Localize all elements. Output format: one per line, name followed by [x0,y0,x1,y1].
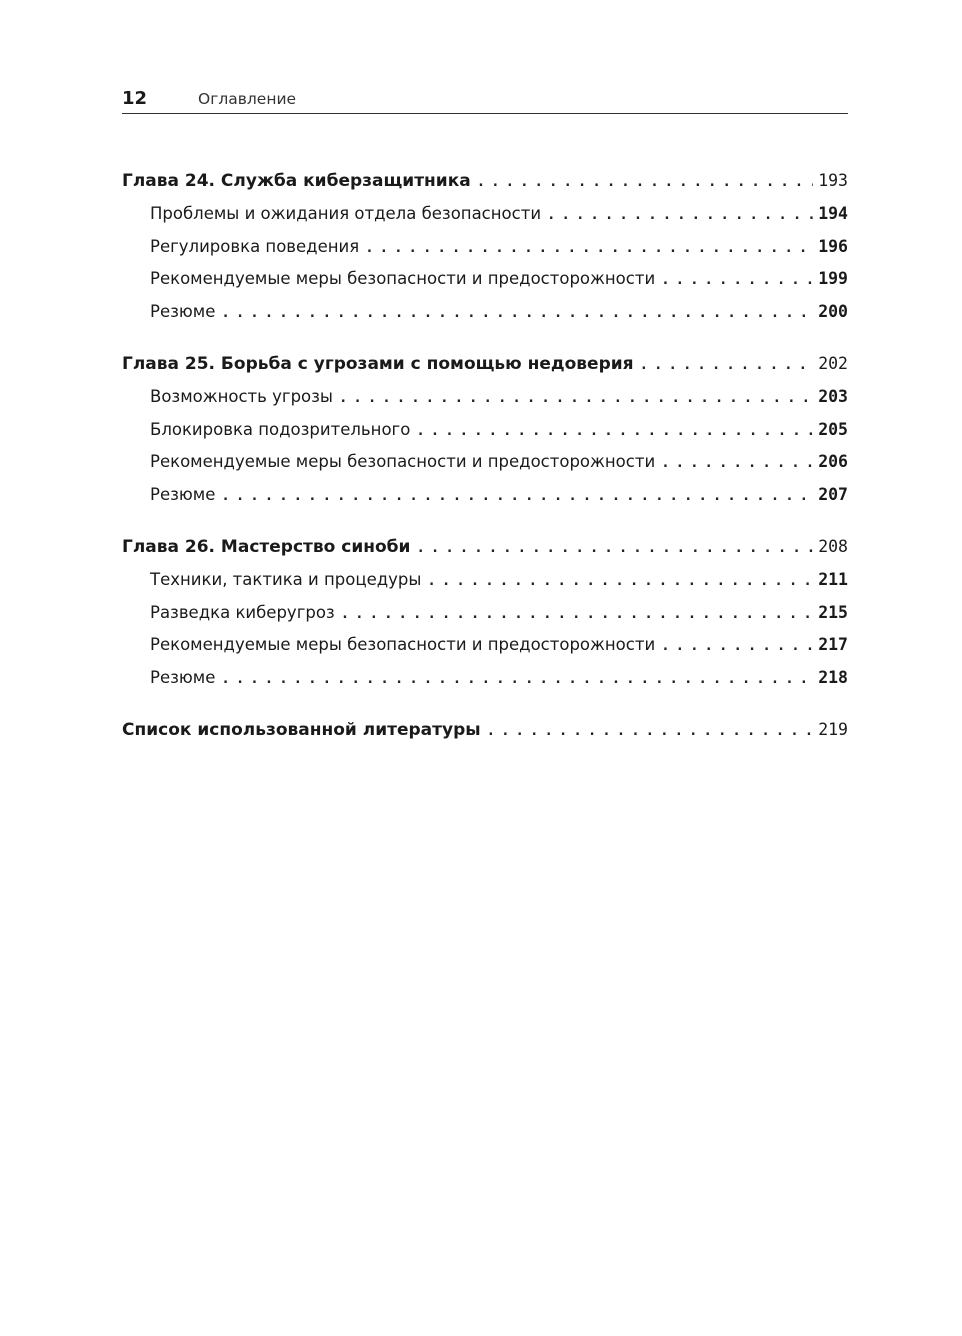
section-page: 218 [818,667,848,687]
section-title: Разведка киберугроз [150,602,335,622]
toc-section-row[interactable] [122,231,848,264]
toc-section-row[interactable] [122,662,848,695]
book-page [122,82,848,766]
toc-section-row[interactable] [122,381,848,414]
toc-section-row[interactable] [122,597,848,630]
section-title: Резюме [150,484,216,504]
chapter-page: 219 [818,720,848,739]
dot-leader [416,415,813,448]
section-page: 196 [818,236,848,256]
chapter-page: 208 [818,537,848,556]
toc-chapter-row[interactable] [122,713,848,747]
toc-section-row[interactable] [122,564,848,597]
section-page: 207 [818,484,848,504]
section-page: 211 [818,570,848,589]
section-title: Резюме [150,301,216,321]
dot-leader [221,663,813,696]
dot-leader [547,199,813,232]
chapter-title: Глава 25. Борьба с угрозами с помощью недоверия [122,354,634,374]
toc-chapter-24 [122,164,848,328]
section-page: 200 [818,301,848,321]
dot-leader [477,165,813,199]
dot-leader [221,297,813,330]
chapter-page: 202 [818,354,848,373]
toc-chapter-25 [122,347,848,511]
section-page: 206 [818,452,848,471]
dot-leader [640,348,814,382]
toc-chapter-row[interactable] [122,164,848,198]
toc-chapter-row[interactable] [122,530,848,564]
dot-leader [341,598,813,631]
dot-leader [661,447,813,480]
section-title: Блокировка подозрительного [150,419,411,439]
section-title: Регулировка поведения [150,236,360,256]
chapter-page: 193 [818,171,848,190]
section-page: 205 [818,419,848,439]
dot-leader [427,565,813,598]
toc-section-row[interactable] [122,446,848,479]
dot-leader [416,531,813,565]
dot-leader [661,264,813,297]
chapter-title: Глава 24. Служба киберзащитника [122,171,471,191]
section-page: 215 [818,602,848,622]
dot-leader [661,630,813,663]
dot-leader [365,232,813,265]
section-title: Проблемы и ожидания отдела безопасности [150,204,542,223]
section-title: Рекомендуемые меры безопасности и предосторожности [150,452,656,471]
section-page: 194 [818,204,848,223]
section-page: 199 [818,269,848,288]
running-title: Оглавление [198,90,297,108]
chapter-title: Список использованной литературы [122,720,481,740]
toc-section-row[interactable] [122,479,848,512]
section-title: Резюме [150,667,216,687]
section-page: 217 [818,635,848,654]
chapter-title: Глава 26. Мастерство синоби [122,537,411,557]
toc-section-row[interactable] [122,263,848,296]
section-title: Возможность угрозы [150,387,333,406]
section-title: Техники, тактика и процедуры [150,570,422,589]
toc-chapter-26 [122,530,848,694]
toc-section-row[interactable] [122,629,848,662]
section-title: Рекомендуемые меры безопасности и предосторожности [150,635,656,654]
dot-leader [339,382,813,415]
section-page: 203 [818,387,848,406]
page-number: 12 [122,88,148,109]
toc-chapter-row[interactable] [122,347,848,381]
section-title: Рекомендуемые меры безопасности и предосторожности [150,269,656,288]
dot-leader [487,714,814,748]
dot-leader [221,480,813,513]
toc-section-row[interactable] [122,198,848,231]
running-head [122,82,848,114]
toc-bibliography [122,713,848,747]
toc-section-row[interactable] [122,414,848,447]
toc-section-row[interactable] [122,296,848,329]
table-of-contents [122,164,848,747]
